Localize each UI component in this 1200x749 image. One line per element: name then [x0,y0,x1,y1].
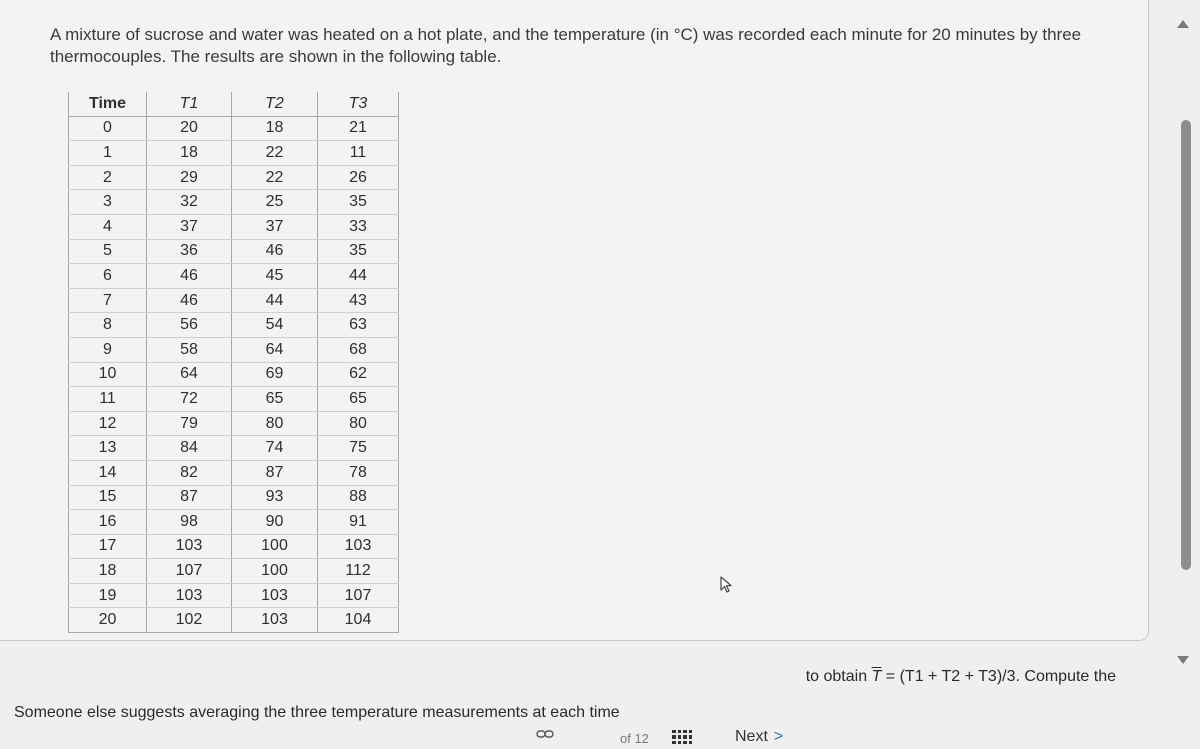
t2-cell: 80 [232,411,318,436]
t1-cell: 46 [147,264,232,289]
t2-cell: 44 [232,288,318,313]
time-cell: 12 [69,411,147,436]
table-row [69,608,399,633]
t3-cell: 68 [318,337,399,362]
t1-cell: 18 [147,141,232,166]
question-intro: A mixture of sucrose and water was heated on a hot plate, and the temperature (in °C) was recorded each minute for 20 minutes by three thermocouples. The results are shown in the following table. [50,25,1082,66]
t2-cell: 100 [232,559,318,584]
header-t2: T2 [232,92,318,116]
t3-cell: 78 [318,460,399,485]
t2-cell: 103 [232,583,318,608]
t-bar-symbol: T [871,668,882,685]
t3-cell: 103 [318,534,399,559]
t1-cell: 102 [147,608,232,633]
time-cell: 2 [69,165,147,190]
t3-cell: 43 [318,288,399,313]
time-cell: 16 [69,510,147,535]
t1-cell: 87 [147,485,232,510]
t1-cell: 79 [147,411,232,436]
t1-cell: 82 [147,460,232,485]
table-row [69,411,399,436]
t1-cell: 103 [147,534,232,559]
t2-cell: 90 [232,510,318,535]
table-body [69,116,399,632]
table-row [69,214,399,239]
prompt-formula: = (T1 + T2 + T3)/3. Compute the [885,668,1116,685]
table-row [69,165,399,190]
t2-cell: 54 [232,313,318,338]
t1-cell: 37 [147,214,232,239]
t2-cell: 103 [232,608,318,633]
t3-cell: 33 [318,214,399,239]
time-cell: 9 [69,337,147,362]
table-row [69,460,399,485]
time-cell: 8 [69,313,147,338]
t1-cell: 36 [147,239,232,264]
page-indicator: of 12 [620,731,649,746]
time-cell: 11 [69,387,147,412]
link-icon[interactable] [536,726,554,742]
t2-cell: 45 [232,264,318,289]
t1-cell: 32 [147,190,232,215]
t2-cell: 37 [232,214,318,239]
t2-cell: 64 [232,337,318,362]
t1-cell: 46 [147,288,232,313]
time-cell: 6 [69,264,147,289]
t3-cell: 35 [318,190,399,215]
table-row [69,239,399,264]
t3-cell: 62 [318,362,399,387]
scroll-thumb[interactable] [1181,120,1191,570]
t2-cell: 22 [232,165,318,190]
header-t1: T1 [147,92,232,116]
scroll-down-arrow-icon[interactable] [1177,656,1189,664]
time-cell: 20 [69,608,147,633]
t3-cell: 65 [318,387,399,412]
table-row [69,141,399,166]
next-label: Next [735,728,768,745]
time-cell: 7 [69,288,147,313]
t2-cell: 69 [232,362,318,387]
t1-cell: 98 [147,510,232,535]
t2-cell: 22 [232,141,318,166]
table-row [69,337,399,362]
t1-cell: 107 [147,559,232,584]
time-cell: 17 [69,534,147,559]
t1-cell: 72 [147,387,232,412]
time-cell: 19 [69,583,147,608]
bottom-navigation [0,726,1200,749]
time-cell: 1 [69,141,147,166]
t3-cell: 91 [318,510,399,535]
table-row [69,559,399,584]
t3-cell: 107 [318,583,399,608]
t3-cell: 75 [318,436,399,461]
t3-cell: 21 [318,116,399,141]
t3-cell: 44 [318,264,399,289]
table-row [69,485,399,510]
t3-cell: 26 [318,165,399,190]
t3-cell: 80 [318,411,399,436]
time-cell: 5 [69,239,147,264]
table-row [69,534,399,559]
time-cell: 14 [69,460,147,485]
time-cell: 15 [69,485,147,510]
time-cell: 4 [69,214,147,239]
table-row [69,362,399,387]
table-row [69,510,399,535]
t3-cell: 35 [318,239,399,264]
scrollbar[interactable] [1172,20,1194,680]
table-header-row [69,92,399,116]
header-time: Time [69,92,147,116]
chevron-right-icon: > [773,728,784,745]
table-row [69,116,399,141]
table-row [69,387,399,412]
t1-cell: 20 [147,116,232,141]
question-prompt-text: Someone else suggests averaging the three temperature measurements at each time [14,704,620,721]
t3-cell: 112 [318,559,399,584]
t2-cell: 93 [232,485,318,510]
prompt-lead-text: to obtain [805,668,868,685]
grid-icon[interactable] [672,730,692,744]
t2-cell: 65 [232,387,318,412]
t1-cell: 58 [147,337,232,362]
time-cell: 0 [69,116,147,141]
t2-cell: 18 [232,116,318,141]
t1-cell: 84 [147,436,232,461]
t2-cell: 25 [232,190,318,215]
time-cell: 3 [69,190,147,215]
t2-cell: 87 [232,460,318,485]
table-row [69,190,399,215]
t2-cell: 46 [232,239,318,264]
table-row [69,288,399,313]
time-cell: 18 [69,559,147,584]
t1-cell: 56 [147,313,232,338]
t3-cell: 104 [318,608,399,633]
time-cell: 13 [69,436,147,461]
t1-cell: 64 [147,362,232,387]
header-t3: T3 [318,92,399,116]
time-cell: 10 [69,362,147,387]
table-row [69,436,399,461]
t1-cell: 29 [147,165,232,190]
t1-cell: 103 [147,583,232,608]
temperature-table [68,92,399,633]
t3-cell: 63 [318,313,399,338]
table-row [69,264,399,289]
mouse-pointer-icon [719,576,735,599]
t2-cell: 74 [232,436,318,461]
scroll-up-arrow-icon[interactable] [1177,20,1189,28]
t3-cell: 88 [318,485,399,510]
t2-cell: 100 [232,534,318,559]
table-row [69,583,399,608]
next-button[interactable] [735,728,783,746]
question-prompt-line [806,668,1116,686]
t3-cell: 11 [318,141,399,166]
table-row [69,313,399,338]
